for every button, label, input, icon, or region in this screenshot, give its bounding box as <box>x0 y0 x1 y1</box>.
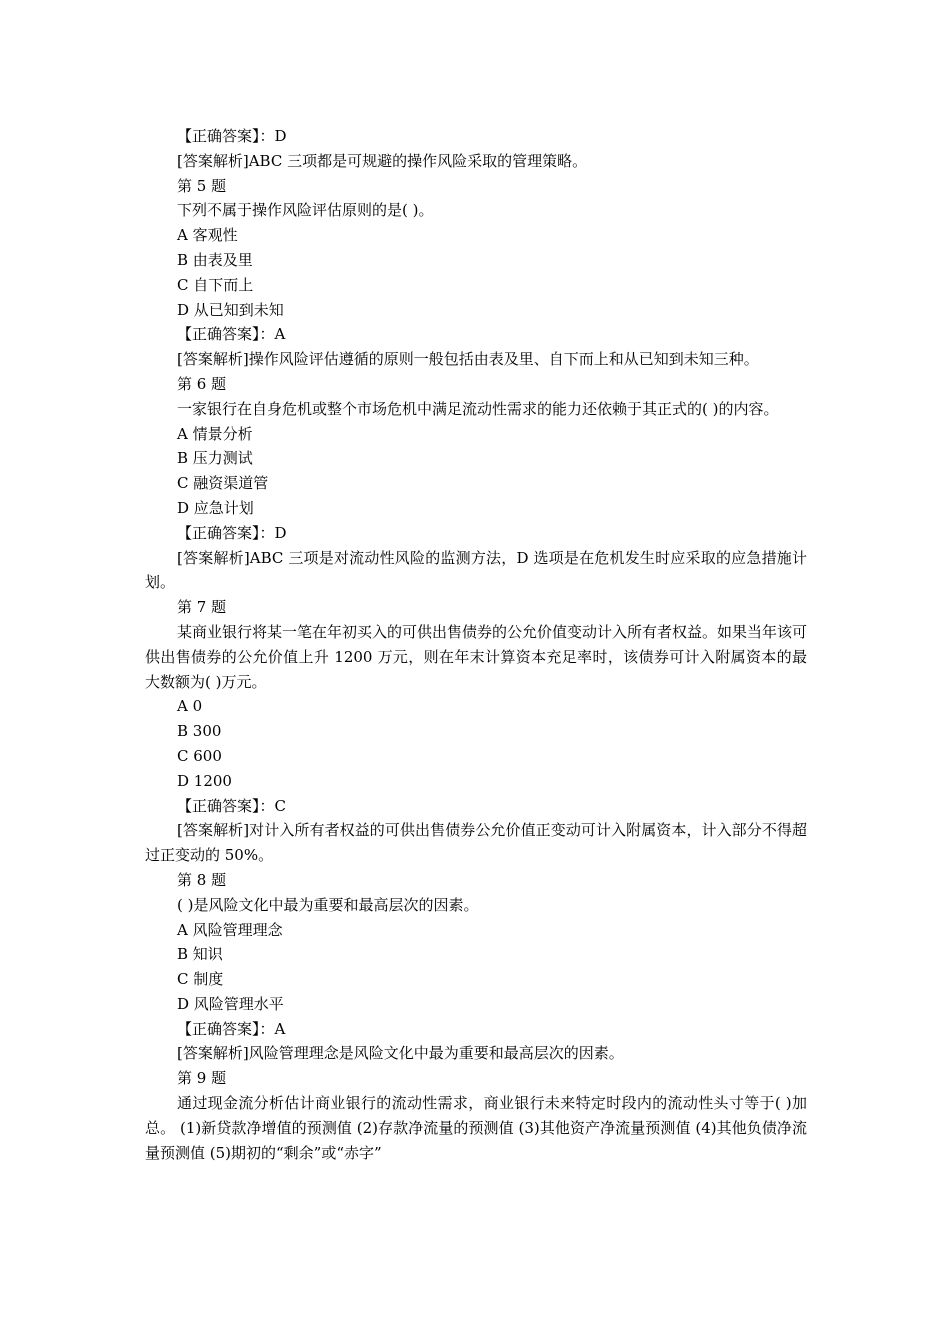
option-c: C 自下而上 <box>177 275 254 294</box>
question-text: 下列不属于操作风险评估原则的是( )。 <box>177 201 434 220</box>
option-a: A 风险管理理念 <box>177 920 283 939</box>
question-text: 一家银行在自身危机或整个市场危机中满足流动性需求的能力还依赖于其正式的( )的内容。 <box>177 399 779 418</box>
option-c: C 制度 <box>177 970 224 989</box>
option-d: D 从已知到未知 <box>177 300 284 319</box>
question-number: 第 6 题 <box>177 374 227 393</box>
question-text: 通过现金流分析估计商业银行的流动性需求，商业银行未来特定时段内的流动性头寸等于( )加总。 (1)新贷款净增值的预测值 (2)存款净流量的预测值 (3)其他资产净流量预测值 (4)其他负债净流量预测值 (5)期初的“剩余”或“赤字” <box>145 1094 807 1162</box>
explanation-line: [答案解析]对计入所有者权益的可供出售债券公允价值正变动可计入附属资本，计入部分不得超过正变动的 50%。 <box>145 821 807 865</box>
option-c: C 融资渠道管 <box>177 474 269 493</box>
question-text: ( )是风险文化中最为重要和最高层次的因素。 <box>177 895 479 914</box>
option-a: A 情景分析 <box>177 424 253 443</box>
question-number: 第 7 题 <box>177 598 227 617</box>
answer-line: 【正确答案】：D <box>177 523 287 542</box>
question-number: 第 9 题 <box>177 1069 227 1088</box>
explanation-line: [答案解析]风险管理理念是风险文化中最为重要和最高层次的因素。 <box>177 1044 624 1063</box>
option-c: C 600 <box>177 746 222 765</box>
answer-line: 【正确答案】：D <box>177 127 287 145</box>
option-b: B 压力测试 <box>177 449 253 468</box>
answer-line: 【正确答案】：C <box>177 796 286 815</box>
question-number: 第 8 题 <box>177 870 227 889</box>
explanation-line: [答案解析]操作风险评估遵循的原则一般包括由表及里、自下而上和从已知到未知三种。 <box>177 350 759 369</box>
explanation-line: [答案解析]ABC 三项是对流动性风险的监测方法，D 选项是在危机发生时应采取的应急措施计划。 <box>145 548 807 592</box>
question-text: 某商业银行将某一笔在年初买入的可供出售债券的公允价值变动计入所有者权益。如果当年该可供出售债券的公允价值上升 1200 万元，则在年末计算资本充足率时，该债券可计入附属资本的最大数额为( )万元。 <box>145 622 808 691</box>
option-b: B 由表及里 <box>177 250 253 269</box>
document-body <box>145 124 807 1165</box>
option-b: B 300 <box>177 722 222 741</box>
option-d: D 1200 <box>177 771 232 790</box>
explanation-line: [答案解析]ABC 三项都是可规避的操作风险采取的管理策略。 <box>177 151 588 170</box>
answer-line: 【正确答案】：A <box>177 1019 286 1038</box>
option-a: A 0 <box>177 697 203 716</box>
question-number: 第 5 题 <box>177 176 227 195</box>
option-a: A 客观性 <box>177 226 238 245</box>
option-b: B 知识 <box>177 945 223 964</box>
answer-line: 【正确答案】：A <box>177 325 286 344</box>
option-d: D 应急计划 <box>177 498 254 517</box>
option-d: D 风险管理水平 <box>177 994 284 1013</box>
